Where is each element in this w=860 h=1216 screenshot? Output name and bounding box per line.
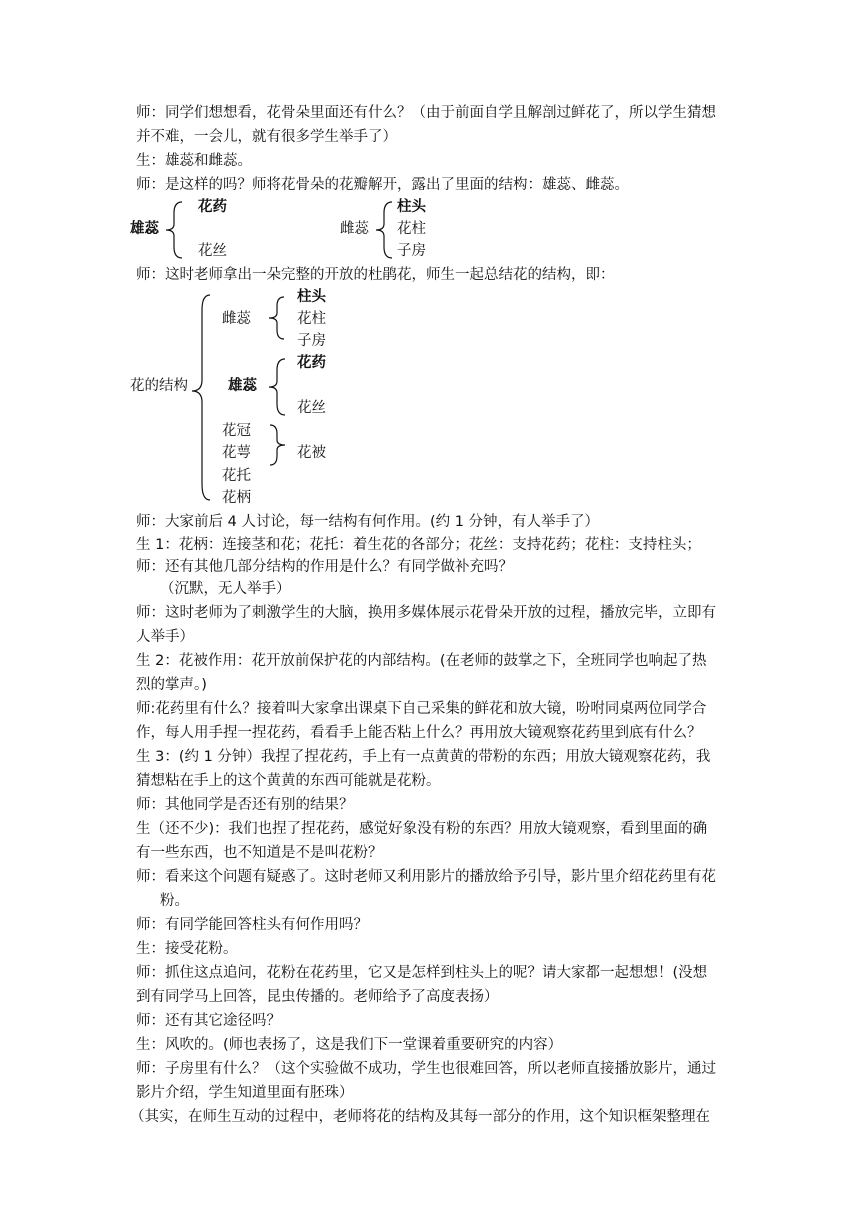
text-line: 生 3：(约 1 分钟）我捏了捏花药，手上有一点黄黄的带粉的东西；用放大镜观察花药，我 [136,749,711,765]
filament-label: 花丝 [198,243,227,259]
text-line: 师：抓住这点追问，花粉在花药里，它又是怎样到柱头上的呢？请大家都一起想想！(没想 [136,965,708,981]
text-line: 生：风吹的。(师也表扬了，这是我们下一堂课着重要研究的内容） [136,1037,563,1053]
text-line: 师:花药里有什么？接着叫大家拿出课桌下自己采集的鲜花和放大镜，吩咐同桌两位同学合 [136,701,707,717]
filament-label: 花丝 [297,400,326,416]
text-line: 生 1：花柄：连接茎和花；花托：着生花的各部分；花丝：支持花药；花柱：支持柱头； [136,537,701,553]
text-line: （其实，在师生互动的过程中，老师将花的结构及其每一部分的作用，这个知识框架整理在 [130,1109,710,1125]
text-line: 人举手） [136,629,194,645]
text-line: 生 2：花被作用：花开放前保护花的内部结构。(在老师的鼓掌之下，全班同学也响起了热 [136,653,707,669]
calyx-label: 花萼 [222,445,251,461]
text-line: 师：这时老师拿出一朵完整的开放的杜鹃花，师生一起总结花的结构，即： [136,267,615,283]
text-line: 师：大家前后 4 人讨论，每一结构有何作用。(约 1 分钟，有人举手了） [136,514,600,530]
anther-label: 花药 [198,199,227,215]
brace [375,201,395,259]
large-brace [190,294,214,502]
ovary-label: 子房 [397,243,426,259]
text-line: 烈的掌声。) [136,677,207,693]
style-label: 花柱 [297,311,326,327]
text-line: 师：还有其他几部分结构的作用是什么？有同学做补充吗？ [136,559,513,575]
stigma-label: 柱头 [397,199,426,215]
pistil-label: 雌蕊 [340,221,369,237]
text-line: 师：这时老师为了刺激学生的大脑，换用多媒体展示花骨朵开放的过程，播放完毕，立即有 [136,605,716,621]
text-line: 影片介绍，学生知道里面有胚珠） [136,1085,354,1101]
text-line: 师：看来这个问题有疑惑了。这时老师又利用影片的播放给予引导，影片里介绍花药里有花 [136,869,716,885]
stigma-label: 柱头 [297,289,326,305]
text-line: （沉默，无人举手） [160,581,291,597]
text-line: 生（还不少)：我们也捏了捏花药，感觉好象没有粉的东西？用放大镜观察，看到里面的确 [136,821,708,837]
text-line: 猜想粘在手上的这个黄黄的东西可能就是花粉。 [136,773,441,789]
text-line: 师：有同学能回答柱头有何作用吗？ [136,917,368,933]
text-line: 生：雄蕊和雌蕊。 [136,153,252,169]
root-label: 花的结构 [130,378,188,394]
brace [165,201,185,259]
anther-label: 花药 [297,355,326,371]
ovary-label: 子房 [297,333,326,349]
brace [268,358,288,416]
brace [268,296,288,340]
text-line: 到有同学马上回答，昆虫传播的。老师给予了高度表扬） [136,989,499,1005]
text-line: 师：子房里有什么？（这个实验做不成功，学生也很难回答，所以老师直接播放影片，通过 [136,1061,716,1077]
corolla-label: 花冠 [222,423,251,439]
text-line: 师：其他同学是否还有别的结果？ [136,797,354,813]
style-label: 花柱 [397,221,426,237]
text-line: 并不难，一会儿，就有很多学生举手了） [136,129,397,145]
text-line: 作，每人用手捏一捏花药，看看手上能否粘上什么？再用放大镜观察花药里到底有什么？ [136,725,702,741]
text-line: 粉。 [160,893,189,909]
text-line: 有一些东西，也不知道是不是叫花粉？ [136,845,383,861]
pistil-label: 雌蕊 [222,311,251,327]
text-line: 师：同学们想想看，花骨朵里面还有什么？（由于前面自学且解剖过鲜花了，所以学生猜想 [136,105,716,121]
pedicel-label: 花柄 [222,490,251,506]
text-line: 师：是这样的吗？师将花骨朵的花瓣解开，露出了里面的结构：雄蕊、雌蕊。 [136,177,629,193]
text-line: 生：接受花粉。 [136,941,238,957]
text-line: 师：还有其它途径吗？ [136,1013,281,1029]
perianth-label: 花被 [297,445,326,461]
stamen-label: 雄蕊 [228,378,257,394]
stamen-label: 雄蕊 [130,221,159,237]
receptacle-label: 花托 [222,468,251,484]
closing-brace [268,424,288,466]
